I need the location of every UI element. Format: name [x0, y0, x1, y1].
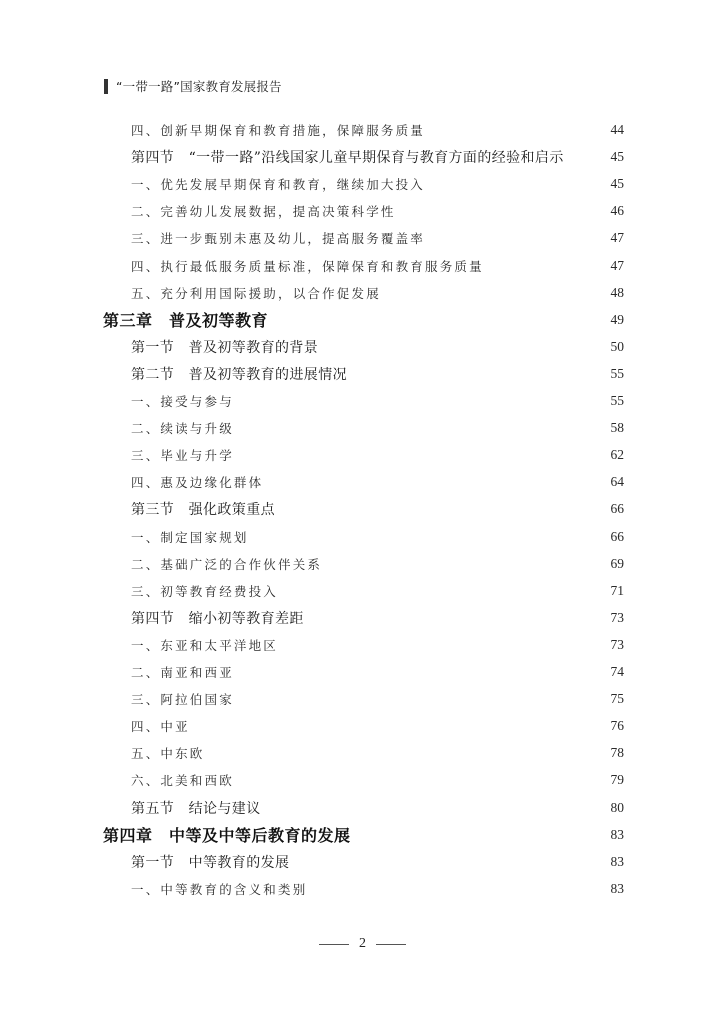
toc-entry-page-number: 79 — [610, 772, 624, 788]
toc-entry-page-number: 45 — [610, 176, 624, 192]
toc-entry-title: 二、基础广泛的合作伙伴关系 — [131, 556, 323, 572]
toc-entry-section[interactable] — [131, 364, 624, 384]
toc-entry-page-number: 76 — [610, 718, 624, 734]
toc-entry-item[interactable] — [131, 201, 624, 221]
toc-entry-title: 第一节 普及初等教育的背景 — [131, 339, 319, 356]
toc-entry-item[interactable] — [131, 635, 624, 655]
toc-entry-title: 一、接受与参与 — [131, 394, 234, 409]
toc-entry-page-number: 58 — [610, 420, 624, 436]
toc-entry-page-number: 55 — [610, 365, 624, 381]
toc-entry-page-number: 83 — [610, 880, 624, 896]
toc-entry-title: 第四节 “一带一路”沿线国家儿童早期保育与教育方面的经验和启示 — [131, 150, 564, 167]
toc-entry-title: 第四章 中等及中等后教育的发展 — [103, 826, 351, 846]
toc-entry-page-number: 45 — [610, 149, 624, 165]
toc-entry-page-number: 74 — [610, 664, 624, 679]
toc-entry-page-number: 73 — [610, 636, 624, 652]
toc-entry-section[interactable] — [131, 499, 624, 519]
header-title: “一带一路”国家教育发展报告 — [116, 79, 282, 94]
toc-entry-page-number: 48 — [610, 284, 624, 300]
toc-entry-item[interactable] — [131, 662, 624, 682]
toc-entry-title: 二、南亚和西亚 — [131, 665, 234, 680]
toc-entry-title: 四、创新早期保育和教育措施，保障服务质量 — [131, 123, 426, 138]
toc-entry-item[interactable] — [131, 445, 624, 465]
toc-entry-page-number: 44 — [610, 122, 624, 137]
toc-entry-item[interactable] — [131, 120, 624, 140]
toc-entry-item[interactable] — [131, 391, 624, 411]
toc-entry-title: 五、充分利用国际援助，以合作促发展 — [131, 285, 381, 301]
toc-entry-title: 第四节 缩小初等教育差距 — [131, 610, 304, 627]
toc-entry-item[interactable] — [131, 527, 624, 547]
toc-entry-item[interactable] — [131, 581, 624, 601]
toc-entry-title: 第二节 普及初等教育的进展情况 — [131, 366, 347, 383]
toc-entry-item[interactable] — [131, 770, 624, 790]
toc-entry-page-number: 46 — [610, 203, 624, 219]
toc-entry-page-number: 62 — [610, 447, 624, 463]
toc-entry-title: 一、中等教育的含义和类别 — [131, 881, 308, 897]
toc-entry-title: 第三节 强化政策重点 — [131, 502, 275, 519]
toc-entry-title: 第三章 普及初等教育 — [103, 311, 269, 331]
toc-entry-section[interactable] — [131, 798, 624, 818]
toc-entry-title: 第一节 中等教育的发展 — [131, 854, 290, 871]
toc-entry-item[interactable] — [131, 879, 624, 899]
toc-entry-page-number: 78 — [610, 745, 624, 761]
toc-entry-item[interactable] — [131, 256, 624, 276]
toc-entry-title: 六、北美和西欧 — [131, 773, 234, 789]
toc-entry-page-number: 64 — [610, 474, 624, 490]
toc-entry-chapter[interactable] — [103, 825, 624, 845]
toc-entry-section[interactable] — [131, 608, 624, 628]
toc-entry-page-number: 47 — [610, 257, 624, 273]
toc-entry-page-number: 66 — [610, 528, 624, 544]
toc-entry-title: 四、执行最低服务质量标准，保障保育和教育服务质量 — [131, 258, 484, 274]
toc-entry-page-number: 69 — [610, 555, 624, 571]
toc-entry-item[interactable] — [131, 228, 624, 248]
toc-entry-title: 二、完善幼儿发展数据，提高决策科学性 — [131, 204, 396, 220]
toc-entry-title: 第五节 结论与建议 — [131, 800, 261, 817]
toc-entry-section[interactable] — [131, 852, 624, 872]
toc-entry-section[interactable] — [131, 337, 624, 357]
toc-entry-page-number: 80 — [610, 799, 624, 815]
toc-entry-title: 三、毕业与升学 — [131, 448, 234, 464]
toc-entry-page-number: 66 — [610, 501, 624, 517]
toc-entry-page-number: 49 — [610, 311, 624, 327]
toc-entry-title: 一、东亚和太平洋地区 — [131, 637, 279, 653]
toc-entry-item[interactable] — [131, 554, 624, 574]
toc-entry-title: 四、中亚 — [131, 719, 190, 735]
toc-entry-item[interactable] — [131, 743, 624, 763]
page-footer — [0, 936, 725, 952]
toc-entry-page-number: 71 — [610, 582, 624, 598]
toc-entry-item[interactable] — [131, 689, 624, 709]
toc-entry-title: 一、制定国家规划 — [131, 529, 249, 545]
toc-entry-page-number: 50 — [610, 338, 624, 354]
page-number: 2 — [359, 936, 366, 951]
toc-entry-page-number: 83 — [610, 853, 624, 869]
toc-entry-title: 四、惠及边缘化群体 — [131, 475, 264, 491]
toc-entry-page-number: 73 — [610, 609, 624, 625]
toc-entry-page-number: 47 — [610, 230, 624, 246]
toc-entry-title: 一、优先发展早期保育和教育，继续加大投入 — [131, 177, 426, 193]
toc-entry-title: 三、进一步甄别未惠及幼儿，提高服务覆盖率 — [131, 231, 426, 247]
toc-entry-page-number: 83 — [610, 826, 624, 842]
footer-dash-right — [376, 944, 406, 945]
toc-entry-item[interactable] — [131, 283, 624, 303]
toc-entry-title: 五、中东欧 — [131, 746, 205, 762]
toc-entry-item[interactable] — [131, 472, 624, 492]
toc-entry-section[interactable] — [131, 147, 624, 167]
toc-entry-item[interactable] — [131, 716, 624, 736]
toc-entry-title: 三、阿拉伯国家 — [131, 692, 234, 708]
toc-entry-title: 二、续读与升级 — [131, 421, 234, 437]
toc-entry-page-number: 75 — [610, 691, 624, 707]
footer-dash-left — [319, 944, 349, 945]
toc-entry-chapter[interactable] — [103, 310, 624, 330]
toc-entry-item[interactable] — [131, 174, 624, 194]
toc-entry-item[interactable] — [131, 418, 624, 438]
toc-entry-title: 三、初等教育经费投入 — [131, 583, 279, 599]
toc-entry-page-number: 55 — [610, 393, 624, 408]
